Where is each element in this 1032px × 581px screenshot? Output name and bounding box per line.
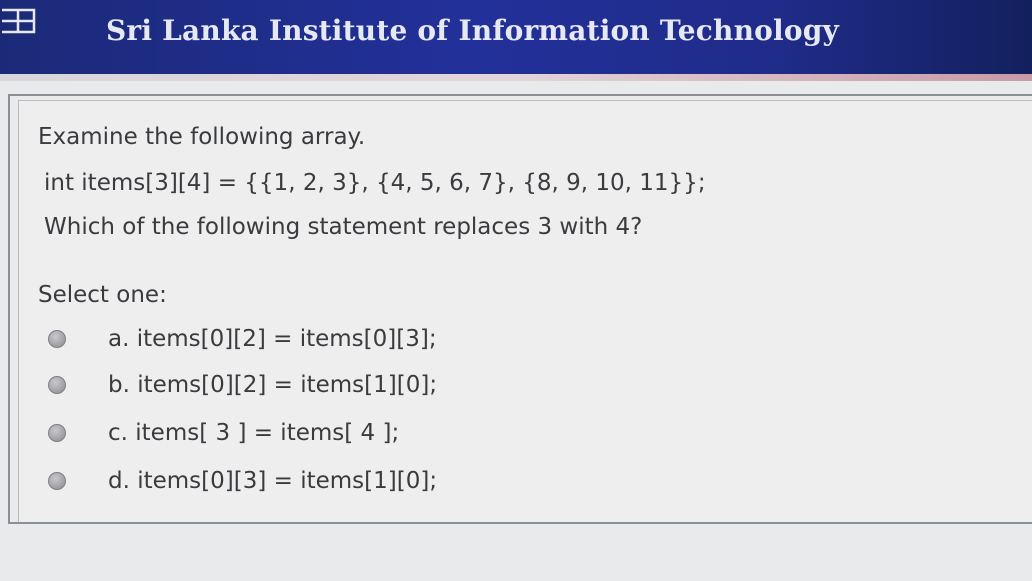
radio-button-b[interactable]: [48, 376, 66, 394]
institute-logo-icon: [0, 2, 40, 42]
question-intro: Examine the following array.: [38, 124, 366, 150]
site-header: [0, 0, 1032, 74]
radio-button-d[interactable]: [48, 472, 66, 490]
answer-option-label[interactable]: d. items[0][3] = items[1][0];: [108, 468, 438, 494]
answer-option-label[interactable]: b. items[0][2] = items[1][0];: [108, 372, 438, 398]
question-text: Which of the following statement replaces 3 with 4?: [44, 214, 643, 240]
answer-option-b[interactable]: [48, 370, 437, 400]
select-one-label: Select one:: [38, 282, 167, 308]
answer-option-a[interactable]: [48, 324, 437, 354]
header-divider: [0, 74, 1032, 81]
answer-option-d[interactable]: [48, 466, 437, 496]
answer-option-c[interactable]: [48, 418, 399, 448]
answer-option-label[interactable]: c. items[ 3 ] = items[ 4 ];: [108, 420, 400, 446]
question-code: int items[3][4] = {{1, 2, 3}, {4, 5, 6, 7}, {8, 9, 10, 11}};: [44, 170, 706, 196]
site-title: Sri Lanka Institute of Information Technology: [106, 14, 839, 47]
radio-button-a[interactable]: [48, 330, 66, 348]
answer-option-label[interactable]: a. items[0][2] = items[0][3];: [108, 326, 437, 352]
question-content: [18, 100, 1032, 522]
radio-button-c[interactable]: [48, 424, 66, 442]
